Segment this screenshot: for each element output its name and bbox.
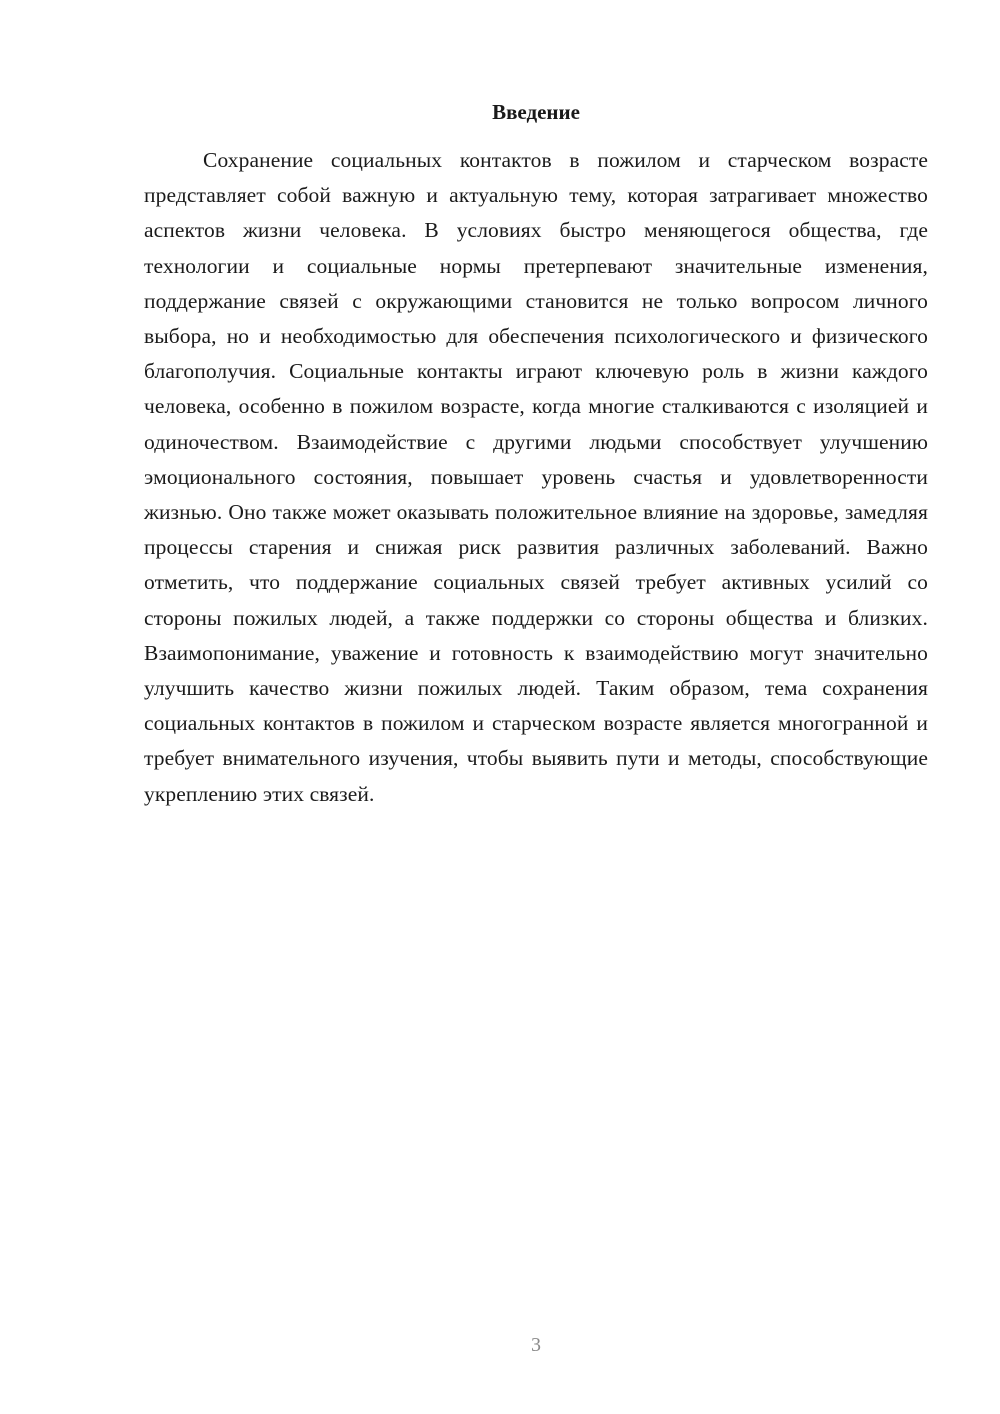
- body-paragraph: Сохранение социальных контактов в пожилом и старческом возрасте представляет собой важную и актуальную тему, которая затрагивает множество аспектов жизни человека. В условиях быстро меняющегося общества, где технологии и социальные нормы претерпевают значительные изменения, поддержание связей с окружающими становится не только вопросом личного выбора, но и необходимостью для обеспечения психологического и физического благополучия. Социальные контакты играют ключевую роль в жизни каждого человека, особенно в пожилом возрасте, когда многие сталкиваются с изоляцией и одиночеством. Взаимодействие с другими людьми способствует улучшению эмоционального состояния, повышает уровень счастья и удовлетворенности жизнью. Оно также может оказывать положительное влияние на здоровье, замедляя процессы старения и снижая риск развития различных заболеваний. Важно отметить, что поддержание социальных связей требует активных усилий со стороны пожилых людей, а также поддержки со стороны общества и близких. Взаимопонимание, уважение и готовность к взаимодействию могут значительно улучшить качество жизни пожилых людей. Таким образом, тема сохранения социальных контактов в пожилом и старческом возрасте является многогранной и требует внимательного изучения, чтобы выявить пути и методы, способствующие укреплению этих связей.: [144, 148, 928, 806]
- section-heading: Введение: [492, 100, 580, 124]
- page-number: 3: [531, 1334, 541, 1356]
